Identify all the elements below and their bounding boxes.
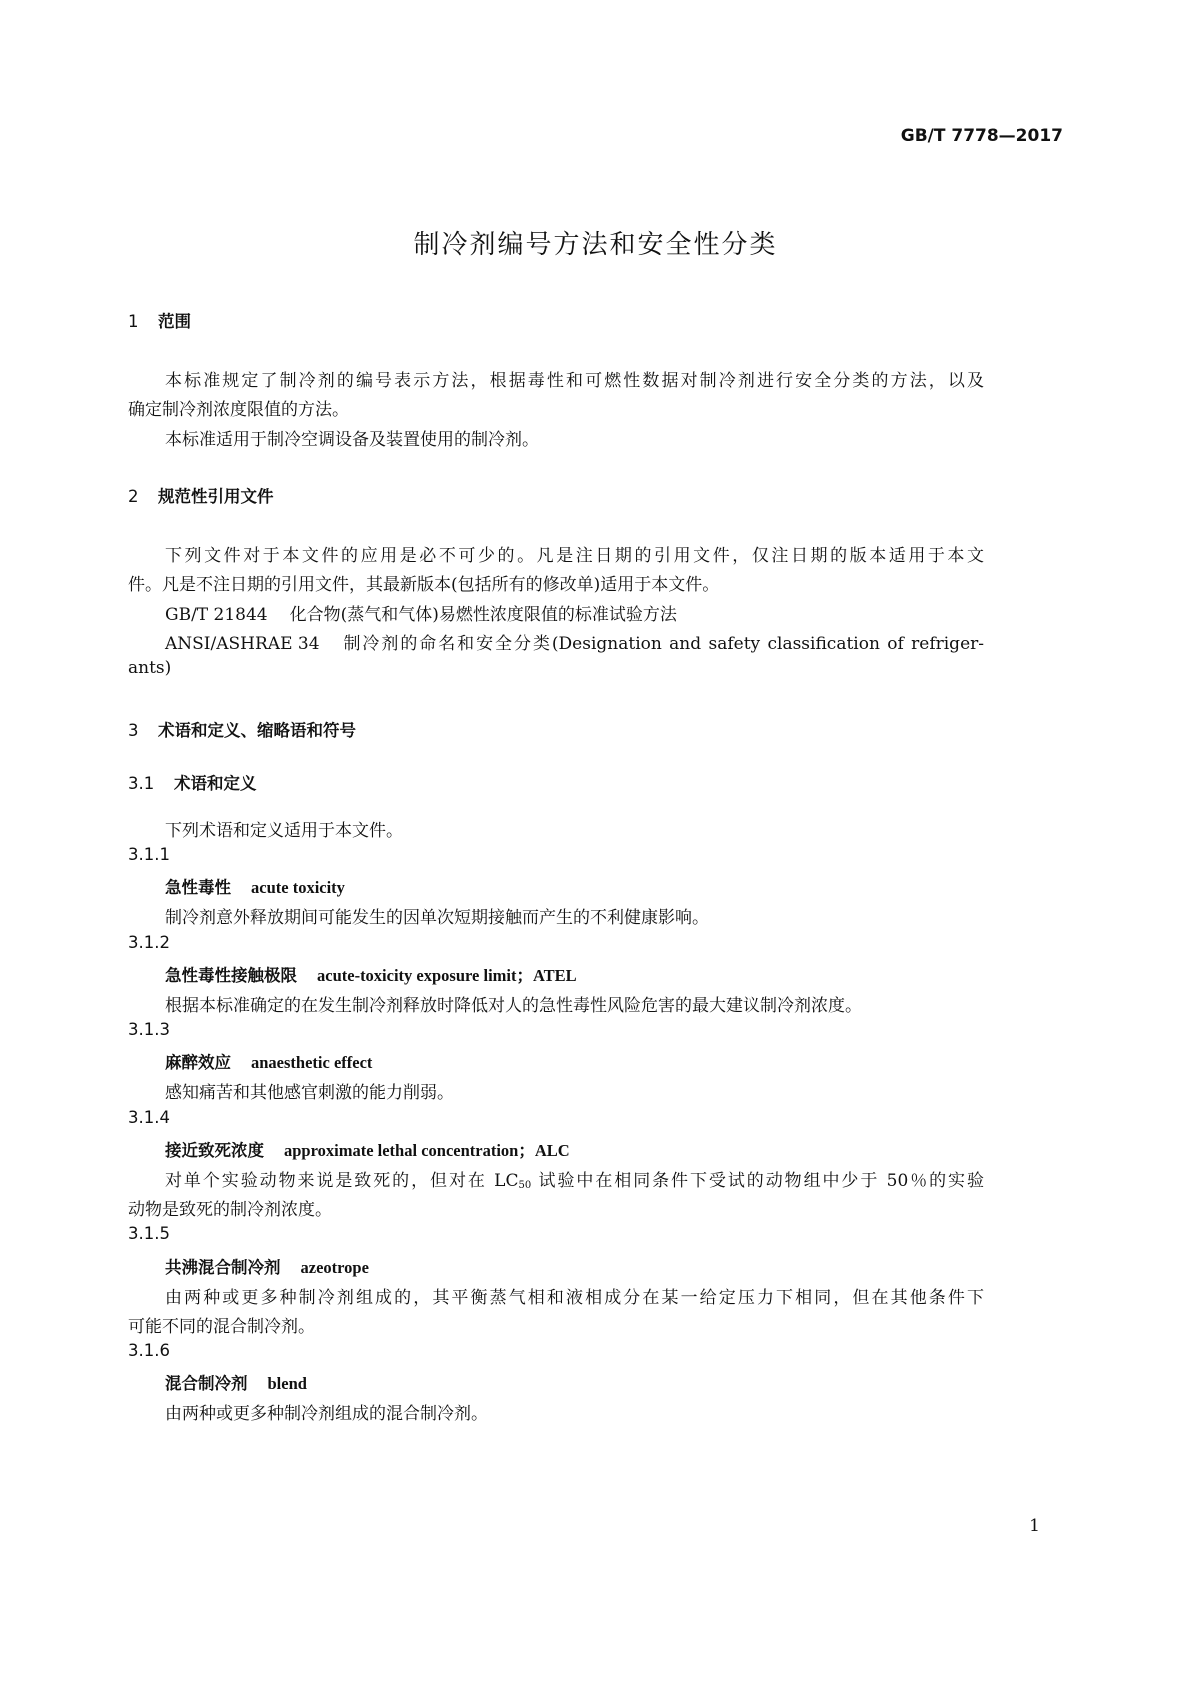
reference-2 [165,629,984,654]
term-heading [165,1370,307,1394]
term-english-name: approximate lethal concentration；ALC [284,1141,570,1160]
document-title: 制冷剂编号方法和安全性分类 [413,230,778,260]
term-heading [165,874,345,898]
standard-number: GB/T 7778—2017 [900,126,1063,146]
term-chinese-name: 麻醉效应 [165,1053,231,1072]
term-definition-line-2: 动物是致死的制冷剂浓度。 [128,1200,332,1220]
section-2-paragraph-1-line-1: 下列文件对于本文件的应用是必不可少的。凡是注日期的引用文件，仅注日期的版本适用于本文 [165,546,984,566]
section-2-title: 规范性引用文件 [158,487,274,506]
term-heading [165,1049,372,1073]
term-heading [165,1254,369,1278]
section-2-heading [128,483,274,507]
reference-2-continuation: ants) [128,658,172,678]
reference-2-code: ANSI/ASHRAE 34 [165,634,320,654]
section-1-paragraph-1-line-1: 本标准规定了制冷剂的编号表示方法，根据毒性和可燃性数据对制冷剂进行安全分类的方法，以及 [165,371,984,391]
term-english-name: blend [267,1374,307,1393]
term-chinese-name: 接近致死浓度 [165,1141,264,1160]
section-3-1-title: 术语和定义 [174,774,257,793]
term-chinese-name: 共沸混合制冷剂 [165,1258,281,1277]
term-chinese-name: 混合制冷剂 [165,1374,248,1393]
reference-1 [165,600,677,625]
term-definition: 根据本标准确定的在发生制冷剂释放时降低对人的急性毒性风险危害的最大建议制冷剂浓度。 [165,996,862,1016]
term-english-name: acute toxicity [251,878,345,897]
subscript: 50 [518,1180,532,1191]
term-number: 3.1.4 [128,1108,170,1127]
section-1-paragraph-2: 本标准适用于制冷空调设备及装置使用的制冷剂。 [165,430,539,450]
section-1-paragraph-1-line-2: 确定制冷剂浓度限值的方法。 [128,400,349,420]
term-english-name: anaesthetic effect [251,1053,373,1072]
term-definition-text: 试验中在相同条件下受试的动物组中少于 50％的实验 [531,1171,984,1191]
term-definition-text: 对单个实验动物来说是致死的，但对在 LC [165,1171,519,1191]
section-3-1-number: 3.1 [128,774,155,793]
term-english-name: azeotrope [300,1258,369,1277]
reference-2-title: 制冷剂的命名和安全分类(Designation and safety classification of refriger- [341,634,984,654]
term-chinese-name: 急性毒性 [165,878,231,897]
term-definition: 制冷剂意外释放期间可能发生的因单次短期接触而产生的不利健康影响。 [165,908,709,928]
term-definition-line-2: 可能不同的混合制冷剂。 [128,1317,315,1337]
term-number: 3.1.3 [128,1020,170,1039]
term-number: 3.1.2 [128,933,170,952]
term-definition-line-1 [165,1166,984,1191]
term-chinese-name: 急性毒性接触极限 [165,966,297,985]
section-1-title: 范围 [158,312,191,331]
term-number: 3.1.1 [128,845,170,864]
term-number: 3.1.5 [128,1224,170,1243]
section-3-heading [128,717,356,741]
term-english-name: acute-toxicity exposure limit；ATEL [317,966,577,985]
term-definition-line-1: 由两种或更多种制冷剂组成的，其平衡蒸气相和液相成分在某一给定压力下相同，但在其他条件下 [165,1288,984,1308]
section-2-paragraph-1-line-2: 件。凡是不注日期的引用文件，其最新版本(包括所有的修改单)适用于本文件。 [128,575,720,595]
term-heading [165,1137,570,1161]
section-3-number: 3 [128,721,139,740]
term-number: 3.1.6 [128,1341,170,1360]
term-definition: 由两种或更多种制冷剂组成的混合制冷剂。 [165,1404,488,1424]
section-3-1-intro: 下列术语和定义适用于本文件。 [165,821,403,841]
page-number: 1 [1029,1516,1040,1536]
section-1-heading [128,308,191,332]
term-heading [165,962,577,986]
section-3-1-heading [128,770,257,794]
reference-1-code: GB/T 21844 [165,605,268,625]
section-3-title: 术语和定义、缩略语和符号 [158,721,356,740]
section-1-number: 1 [128,312,139,331]
section-2-number: 2 [128,487,139,506]
reference-1-title: 化合物(蒸气和气体)易燃性浓度限值的标准试验方法 [289,605,677,625]
term-definition: 感知痛苦和其他感官刺激的能力削弱。 [165,1083,454,1103]
